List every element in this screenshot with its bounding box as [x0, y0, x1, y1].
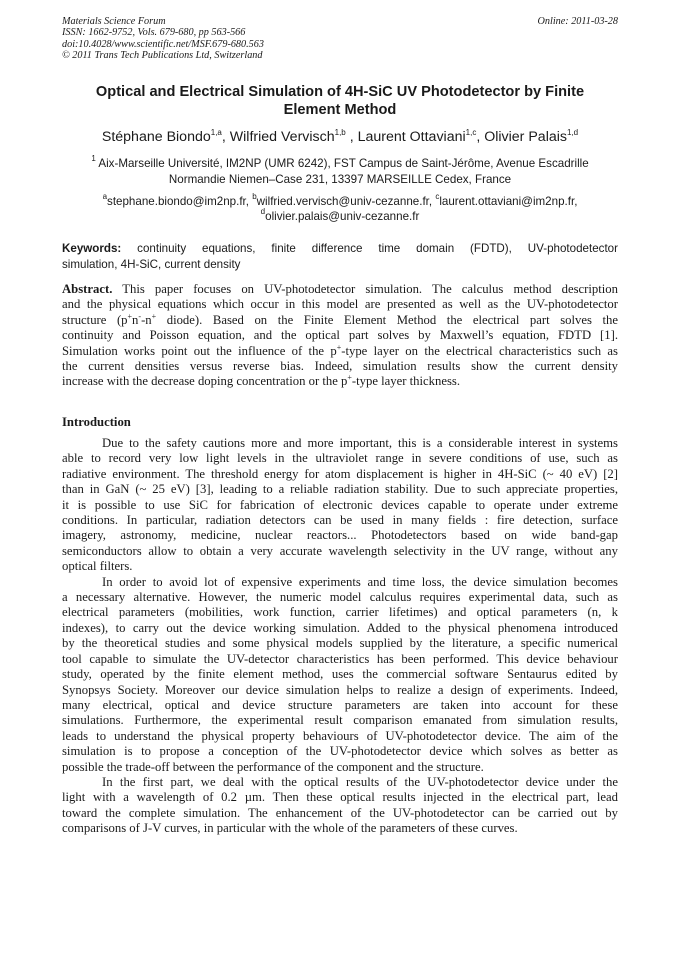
body-line: tool capable to simulate the UV-detector characteristics has been performed. This device behaviour — [62, 651, 618, 666]
body-line: study, operated by the finite element method, uses the commercial software Sentaurus edited by — [62, 667, 618, 682]
keywords-label: Keywords: — [62, 242, 122, 255]
copyright-line: © 2011 Trans Tech Publications Ltd, Switzerland — [62, 50, 263, 62]
email-sup: a — [102, 192, 108, 201]
body-line: optical filters. — [62, 559, 133, 574]
email-c: laurent.ottaviani@im2np.fr, — [439, 195, 578, 208]
author-sup: 1,d — [567, 128, 579, 137]
body-line: simulations. Furthermore, the experimental result comparison emanated from simulation results, — [62, 713, 618, 728]
body-line: possible the trade-off between the performance of the component and the structure. — [62, 759, 484, 774]
body-line: toward the complete simulation. The enhancement of the UV-photodetector can be carried out by — [62, 805, 618, 820]
affiliation-line-2: Normandie Niemen–Case 231, 13397 MARSEILLE Cedex, France — [168, 173, 512, 186]
title-line-1: Optical and Electrical Simulation of 4H-SiC UV Photodetector by Finite — [95, 84, 585, 100]
email-a: stephane.biondo@im2np.fr, — [107, 195, 253, 208]
abstract-label: Abstract. — [62, 282, 113, 296]
abstract-text: structure (p — [62, 312, 128, 327]
abstract-text: continuity and Poisson equation, and the optical part solves by Maxwell’s equation, FDTD [1]. — [62, 328, 618, 343]
body-line: In order to avoid lot of expensive experiments and time loss, the device simulation becomes — [102, 574, 618, 589]
introduction-body — [62, 436, 618, 837]
abstract-text: -type layer on the electrical characteristics such as — [341, 343, 618, 358]
paper-title — [62, 83, 618, 119]
abstract-sup: + — [127, 311, 133, 321]
body-line: able to record very low light levels in the ultraviolet range in severe conditions of use, such as — [62, 451, 618, 466]
abstract-text: and the physical equations which occur in this model are presented as well as the UV-photodetector — [62, 297, 618, 312]
body-line: than in GaN (~ 25 eV) [3], leading to a reliable radiation stability. Due to such appreciate properties, — [62, 482, 618, 497]
author-name: Wilfried Vervisch — [229, 129, 335, 145]
body-line: Synopsys Society. Moreover our device simulation helps to realize a design of experiments. Indeed, — [62, 682, 618, 697]
author-list — [40, 128, 640, 146]
affiliation-marker: 1 — [91, 154, 96, 163]
abstract-sup: + — [151, 311, 157, 321]
journal-name: Materials Science Forum — [62, 16, 166, 27]
abstract-text: n — [132, 312, 139, 327]
author-name: Stéphane Biondo — [101, 129, 211, 145]
keywords — [62, 241, 618, 273]
email-sup: c — [435, 192, 440, 201]
author-name: Olivier Palais — [484, 129, 567, 145]
body-line: semiconductors allow to obtain a very accurate wavelength selectivity in the UV range, without any — [62, 543, 618, 558]
email-sup: b — [252, 192, 257, 201]
online-date: Online: 2011-03-28 — [537, 16, 618, 27]
abstract-sup: - — [138, 311, 142, 321]
doi-line: doi:10.4028/www.scientific.net/MSF.679-680.563 — [62, 38, 264, 50]
author-sep: , — [221, 129, 230, 145]
abstract-text: the current densities versus reverse bias. Indeed, simulation results show the current density — [62, 359, 618, 374]
email-b: wilfried.vervisch@univ-cezanne.fr, — [256, 195, 436, 208]
author-sup: 1,b — [334, 128, 346, 137]
body-line: indexes), to carry out the device working simulation. Added to the physical phenomena introduced — [62, 620, 618, 635]
keywords-line-1: continuity equations, finite difference time domain (FDTD), UV-photodetector — [121, 242, 618, 255]
abstract-text: diode). Based on the Finite Element Method the electrical part solves the — [156, 312, 618, 327]
journal-header — [62, 16, 618, 62]
body-line: conditions. In particular, radiation detectors can be used in many fields : fire detection, surface — [62, 513, 618, 528]
author-name: Laurent Ottaviani — [357, 129, 466, 145]
author-sep: , — [345, 129, 358, 145]
abstract-text: increase with the decrease doping concentration or the p — [62, 374, 348, 389]
body-line: leads to understand the physical property behaviours of UV-photodetector device. The aim of the — [62, 728, 618, 743]
affiliation-line-1: Aix-Marseille Université, IM2NP (UMR 6242), FST Campus de Saint-Jérôme, Avenue Escadrille — [95, 157, 589, 170]
author-sup: 1,a — [210, 128, 222, 137]
abstract-sup: + — [347, 373, 352, 383]
body-line: electrical parameters (mobilities, work function, carrier lifetimes) and optical parameters (n, k — [62, 605, 618, 620]
abstract-text: -type layer thickness. — [351, 374, 461, 389]
body-line: it is possible to use SiC for fabrication of electronic devices capable to operate under extreme — [62, 497, 618, 512]
abstract-text: Simulation works point out the influence of the p — [62, 343, 337, 358]
body-line: simulation is to propose a conception of the UV-photodetector device which solves as better as — [62, 744, 618, 759]
body-line: comparisons of J-V curves, in particular with the whole of the parameters of these curves. — [62, 821, 518, 836]
email-sup: d — [260, 207, 266, 216]
abstract — [62, 282, 618, 390]
section-heading-introduction: Introduction — [62, 415, 131, 429]
author-sep: , — [476, 129, 485, 145]
body-line: by the theoretical studies and some physical models supplied by the literature, a specific numerical — [62, 636, 618, 651]
body-line: In the first part, we deal with the optical results of the UV-photodetector device under the — [102, 774, 618, 789]
abstract-text: -n — [141, 312, 152, 327]
body-line: light with a wavelength of 0.2 µm. Then these optical results injected in the electrical part, lead — [62, 790, 618, 805]
body-line: a necessary alternative. However, the numeric model calculus requires experimental data, such as — [62, 590, 618, 605]
author-emails — [62, 194, 618, 224]
email-d: olivier.palais@univ-cezanne.fr — [265, 210, 420, 223]
abstract-sup: + — [336, 342, 342, 352]
keywords-line-2: simulation, 4H-SiC, current density — [62, 258, 241, 271]
abstract-text: This paper focuses on UV-photodetector simulation. The calculus method description — [112, 282, 618, 296]
issn-line: ISSN: 1662-9752, Vols. 679-680, pp 563-566 — [62, 27, 246, 39]
affiliation — [62, 156, 618, 188]
body-line: Due to the safety cautions more and more important, this is a considerable interest in systems — [102, 436, 618, 450]
body-line: imagery, astronomy, medicine, nuclear reactors... Photodetectors based on wide band-gap — [62, 528, 618, 543]
author-sup: 1,c — [465, 128, 477, 137]
body-line: many electrical, optical and device structure parameters are taken into account for these — [62, 697, 618, 712]
body-line: radiative environment. The threshold energy for atom displacement is higher in 4H-SiC (~ 40 eV) [2] — [62, 466, 618, 481]
title-line-2: Element Method — [283, 102, 397, 118]
